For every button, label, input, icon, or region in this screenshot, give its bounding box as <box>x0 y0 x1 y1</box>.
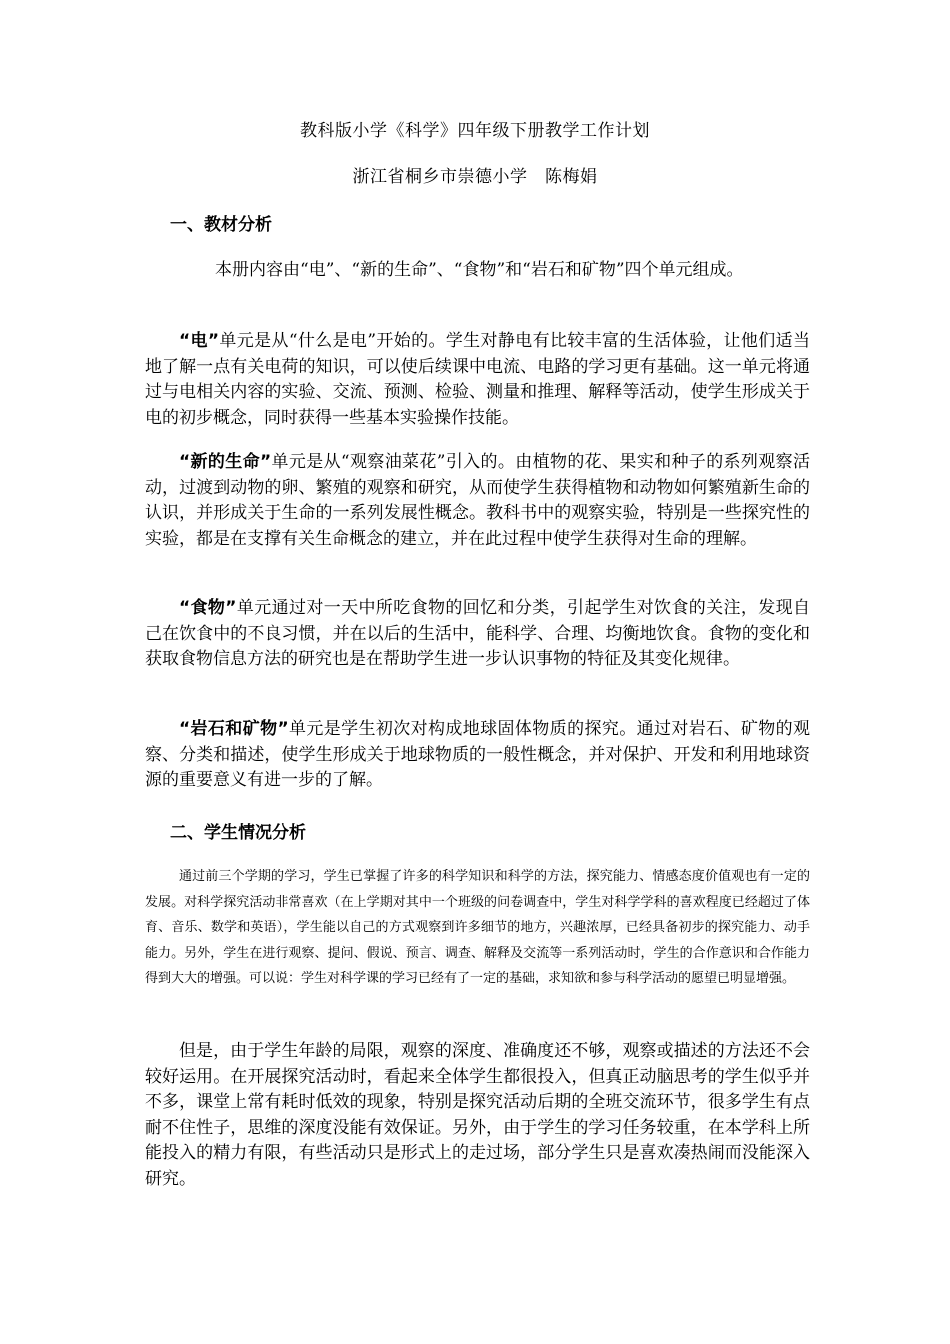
student-analysis-paragraph-2: 但是，由于学生年龄的局限，观察的深度、准确度还不够，观察或描述的方法还不会较好运用。在开展探究活动时，看起来全体学生都很投入，但真正动脑思考的学生似乎并不多，课堂上常有耗时低效的现象，特别是探究活动后期的全班交流环节，很多学生有点耐不住性子，思维的深度没能有效保证。另外，由于学生的学习任务较重，在本学科上所能投入的精力有限，有些活动只是形式上的走过场，部分学生只是喜欢凑热闹而没能深入研究。 <box>145 1041 810 1189</box>
section-heading-students: 二、学生情况分析 <box>170 823 306 843</box>
unit-text: 单元是从“观察油菜花”引入的。由植物的花、果实和种子的系列观察活动，过渡到动物的卵、繁殖的观察和研究，从而使学生获得植物和动物如何繁殖新生命的认识，并形成关于生命的一系列发展性概念。教科书中的观察实验，特别是一些探究性的实验，都是在支撑有关生命概念的建立，并在此过程中使学生获得对生命的理解。 <box>145 452 810 549</box>
unit-name: “电” <box>179 331 220 351</box>
unit-name: “食物” <box>179 598 237 618</box>
unit-paragraph-rocks-minerals <box>145 717 810 794</box>
unit-text: 单元通过对一天中所吃食物的回忆和分类，引起学生对饮食的关注，发现自己在饮食中的不良习惯，并在以后的生活中，能科学、合理、均衡地饮食。食物的变化和获取食物信息方法的研究也是在帮助学生进一步认识事物的特征及其变化规律。 <box>145 598 810 669</box>
document-title: 教科版小学《科学》四年级下册教学工作计划 <box>300 121 650 141</box>
section-heading-materials: 一、教材分析 <box>170 215 272 235</box>
unit-text: 单元是从“什么是电”开始的。学生对静电有比较丰富的生活体验，让他们适当地了解一点有关电荷的知识，可以使后续课中电流、电路的学习更有基础。这一单元将通过与电相关内容的实验、交流、预测、检验、测量和推理、解释等活动，使学生形成关于电的初步概念，同时获得一些基本实验操作技能。 <box>145 331 810 428</box>
author-line: 浙江省桐乡市崇德小学 陈梅娟 <box>352 167 598 187</box>
unit-paragraph-new-life <box>145 450 810 552</box>
unit-paragraph-food <box>145 596 810 673</box>
intro-paragraph: 本册内容由“电”、“新的生命”、“食物”和“岩石和矿物”四个单元组成。 <box>215 260 744 280</box>
unit-name: “岩石和矿物” <box>179 719 289 739</box>
student-analysis-paragraph-1: 通过前三个学期的学习，学生已掌握了许多的科学知识和科学的方法，探究能力、情感态度价值观也有一定的发展。对科学探究活动非常喜欢（在上学期对其中一个班级的问卷调查中，学生对科学学科的喜欢程度已经超过了体育、音乐、数学和英语），学生能以自己的方式观察到许多细节的地方，兴趣浓厚，已经具备初步的探究能力、动手能力。另外，学生在进行观察、提问、假说、预言、调查、解释及交流等一系列活动时，学生的合作意识和合作能力得到大大的增强。可以说：学生对科学课的学习已经有了一定的基础，求知欲和参与科学活动的愿望已明显增强。 <box>145 869 810 986</box>
unit-text: 单元是学生初次对构成地球固体物质的探究。通过对岩石、矿物的观察、分类和描述，使学生形成关于地球物质的一般性概念，并对保护、开发和利用地球资源的重要意义有进一步的了解。 <box>145 719 810 790</box>
unit-name: “新的生命” <box>179 452 272 472</box>
unit-paragraph-electricity <box>145 329 810 431</box>
